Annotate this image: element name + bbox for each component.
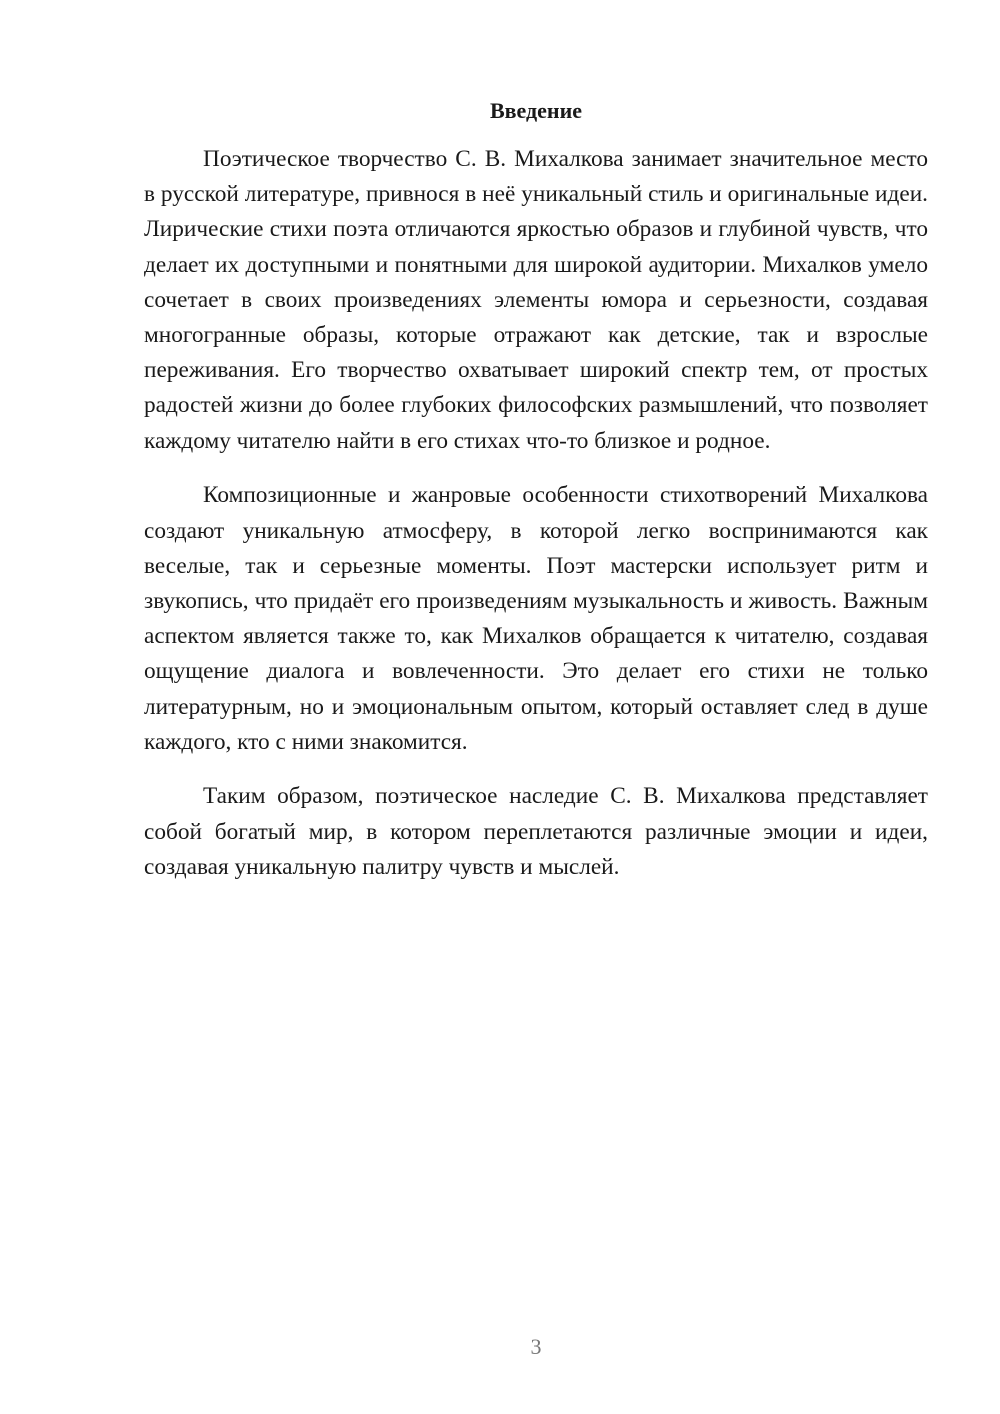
paragraph-1: Поэтическое творчество С. В. Михалкова занимает значительное место в русской литературе, привнося в неё уникальный стиль и оригинальные идеи. Лирические стихи поэта отличаются яркостью образов и глубиной чувств, что делает их доступными и понятными для широкой аудитории. Михалков умело сочетает в своих произведениях элементы юмора и серьезности, создавая многогранные образы, которые отражают как детские, так и взрослые переживания. Его творчество охватывает широкий спектр тем, от простых радостей жизни до более глубоких философских размышлений, что позволяет каждому читателю найти в его стихах что-то близкое и родное. [144,146,928,454]
paragraph-3: Таким образом, поэтическое наследие С. В. Михалкова представляет собой богатый мир, в котором переплетаются различные эмоции и идеи, создавая уникальную палитру чувств и мыслей. [144,783,928,880]
body-text [144,142,928,885]
page-number: 3 [530,1334,542,1359]
paragraph-2: Композиционные и жанровые особенности стихотворений Михалкова создают уникальную атмосферу, в которой легко воспринимаются как веселые, так и серьезные моменты. Поэт мастерски использует ритм и звукопись, что придаёт его произведениям музыкальность и живость. Важным аспектом является также то, как Михалков обращается к читателю, создавая ощущение диалога и вовлеченности. Это делает его стихи не только литературным, но и эмоциональным опытом, который оставляет след в душе каждого, кто с ними знакомится. [144,482,928,755]
section-heading: Введение [489,98,583,123]
